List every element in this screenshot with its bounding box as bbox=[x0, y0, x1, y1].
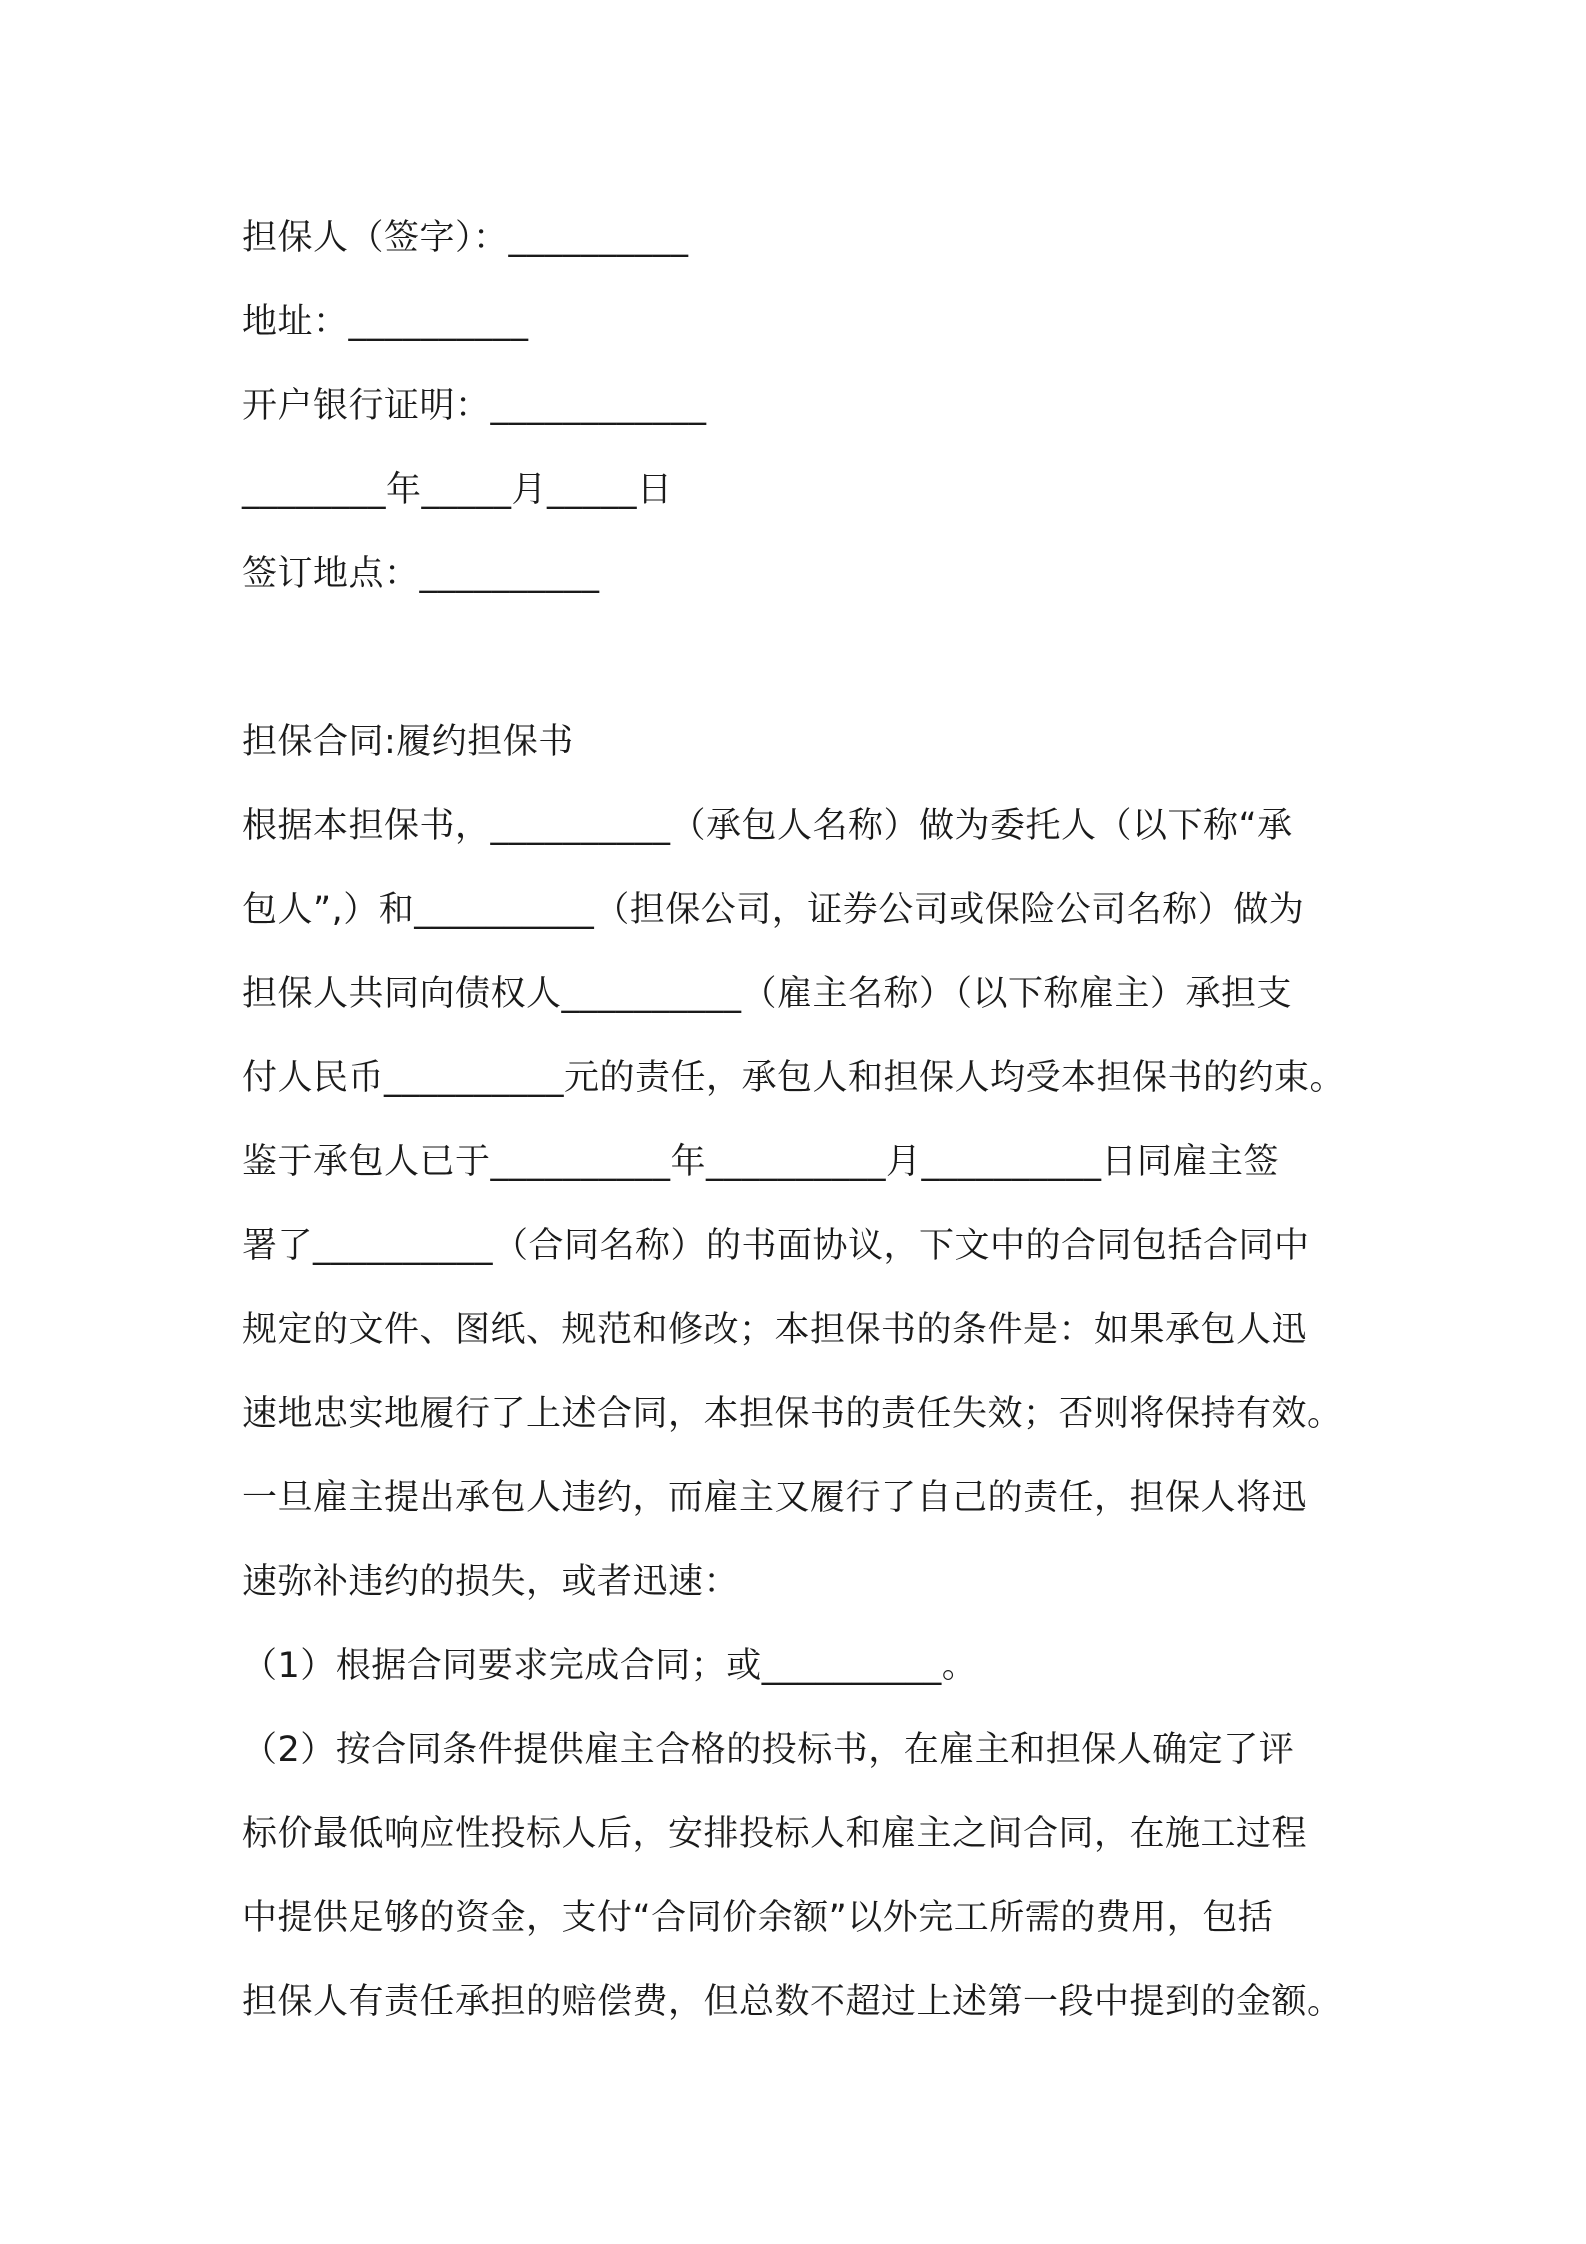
body-line: 署了__________（合同名称）的书面协议，下文中的合同包括合同中 bbox=[242, 1226, 1310, 1266]
body-line: 根据本担保书，__________（承包人名称）做为委托人（以下称“承 bbox=[242, 806, 1293, 846]
body-line: 包人”,）和__________（担保公司，证券公司或保险公司名称）做为 bbox=[242, 890, 1305, 930]
signing-place-line: 签订地点：__________ bbox=[242, 554, 600, 594]
clause-2-line: （2）按合同条件提供雇主合格的投标书，在雇主和担保人确定了评 bbox=[242, 1730, 1295, 1770]
clause-1-line: （1）根据合同要求完成合同；或__________。 bbox=[242, 1646, 978, 1686]
section-title: 担保合同:履约担保书 bbox=[242, 722, 574, 762]
signature-block bbox=[242, 196, 1362, 616]
address-line: 地址：__________ bbox=[242, 302, 529, 342]
body-line: 一旦雇主提出承包人违约，而雇主又履行了自己的责任，担保人将迅 bbox=[242, 1478, 1308, 1518]
body-line: 标价最低响应性投标人后，安排投标人和雇主之间合同，在施工过程 bbox=[242, 1814, 1308, 1854]
bank-certificate-line: 开户银行证明：____________ bbox=[242, 386, 707, 426]
body-line: 担保人有责任承担的赔偿费，但总数不超过上述第一段中提到的金额。 bbox=[242, 1982, 1343, 2022]
body-line: 中提供足够的资金，支付“合同价余额”以外完工所需的费用，包括 bbox=[242, 1898, 1274, 1938]
body-line: 速地忠实地履行了上述合同，本担保书的责任失效；否则将保持有效。 bbox=[242, 1394, 1343, 1434]
document-content bbox=[242, 196, 1362, 2044]
body-line: 担保人共同向债权人__________（雇主名称）（以下称雇主）承担支 bbox=[242, 974, 1293, 1014]
guarantor-signature-line: 担保人（签字）：__________ bbox=[242, 218, 689, 258]
guarantee-body bbox=[242, 784, 1362, 2044]
body-line: 鉴于承包人已于__________年__________月__________日同雇主签 bbox=[242, 1142, 1280, 1182]
body-line: 付人民币__________元的责任，承包人和担保人均受本担保书的约束。 bbox=[242, 1058, 1346, 1098]
body-line: 速弥补违约的损失，或者迅速： bbox=[242, 1562, 740, 1602]
body-line: 规定的文件、图纸、规范和修改；本担保书的条件是：如果承包人迅 bbox=[242, 1310, 1308, 1350]
section-gap bbox=[242, 616, 1362, 700]
date-line: ________年_____月_____日 bbox=[242, 470, 673, 510]
